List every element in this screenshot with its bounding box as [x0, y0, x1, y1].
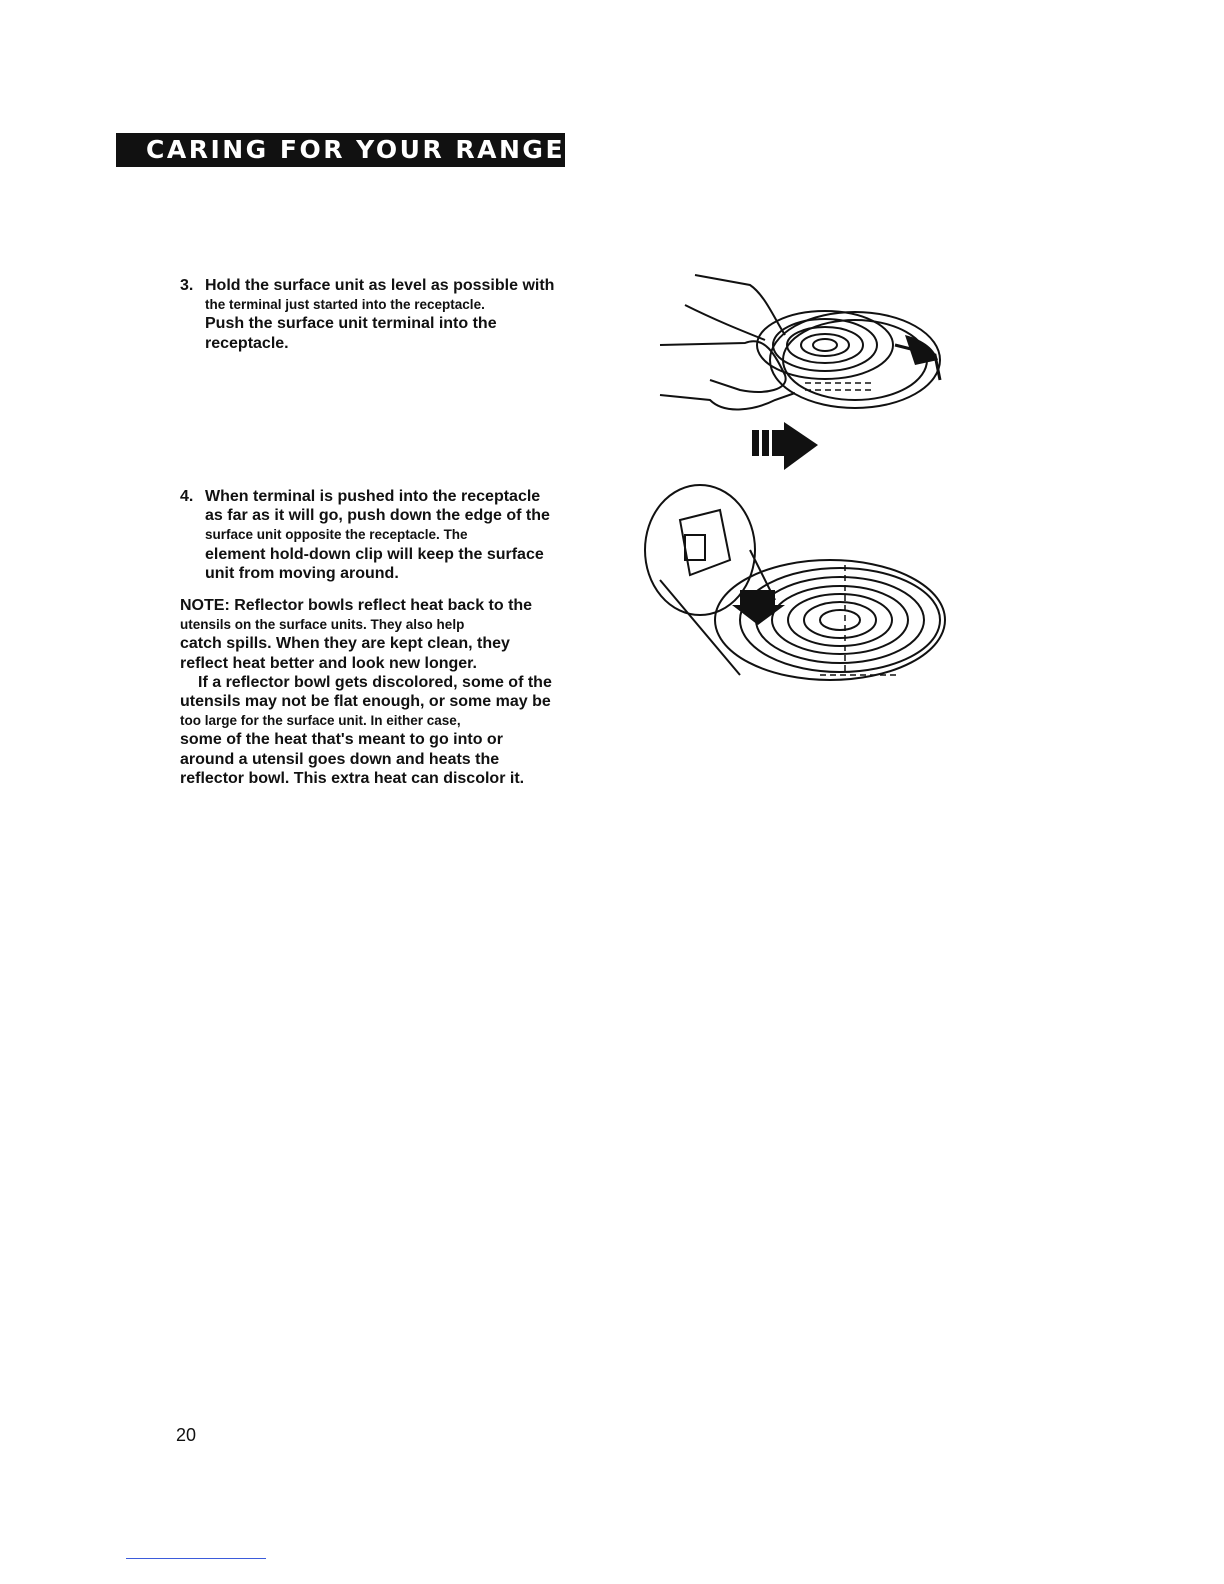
step-text	[205, 487, 580, 583]
page-number: 20	[176, 1425, 197, 1445]
right-arrow-icon	[752, 418, 822, 473]
note-label: NOTE:	[180, 597, 230, 614]
note-line: some of the heat that's meant to go into or	[180, 731, 503, 749]
step-line: as far as it will go, push down the edge of the	[205, 507, 550, 525]
step-line: Hold the surface unit as level as possible with	[205, 277, 555, 294]
step-number: 3.	[180, 277, 194, 294]
step-3	[180, 276, 580, 353]
step-line: receptacle.	[205, 334, 289, 352]
section-banner	[116, 133, 565, 167]
note-line: too large for the surface unit. In either case,	[180, 713, 461, 729]
footer-divider	[126, 1558, 266, 1559]
section-title: CARING FOR YOUR RANGE	[146, 135, 566, 164]
step-line: Push the surface unit terminal into the	[205, 315, 497, 333]
step-line: When terminal is pushed into the receptacle	[205, 488, 541, 505]
note-line: utensils on the surface units. They also help	[180, 617, 465, 633]
note-line: around a utensil goes down and heats the	[180, 750, 500, 768]
step-4	[180, 487, 580, 583]
step-number: 4.	[180, 488, 194, 505]
step-line: element hold-down clip will keep the surface	[205, 545, 544, 563]
step-line: unit from moving around.	[205, 564, 399, 582]
note-line: reflector bowl. This extra heat can discolor it.	[180, 769, 525, 787]
note-line: Reflector bowls reflect heat back to the	[229, 597, 533, 614]
note-line: reflect heat better and look new longer.	[180, 654, 477, 672]
step-line: the terminal just started into the receptacle.	[205, 297, 485, 313]
surface-unit-insertion-illustration	[655, 265, 955, 415]
note-line: utensils may not be flat enough, or some may be	[180, 693, 551, 711]
installed-surface-unit-illustration	[640, 480, 950, 695]
note-block	[180, 596, 580, 788]
step-text	[205, 276, 580, 353]
step-line: surface unit opposite the receptacle. The	[205, 527, 468, 543]
note-line: If a reflector bowl gets discolored, some of the	[198, 673, 552, 691]
note-line: catch spills. When they are kept clean, they	[180, 635, 510, 653]
